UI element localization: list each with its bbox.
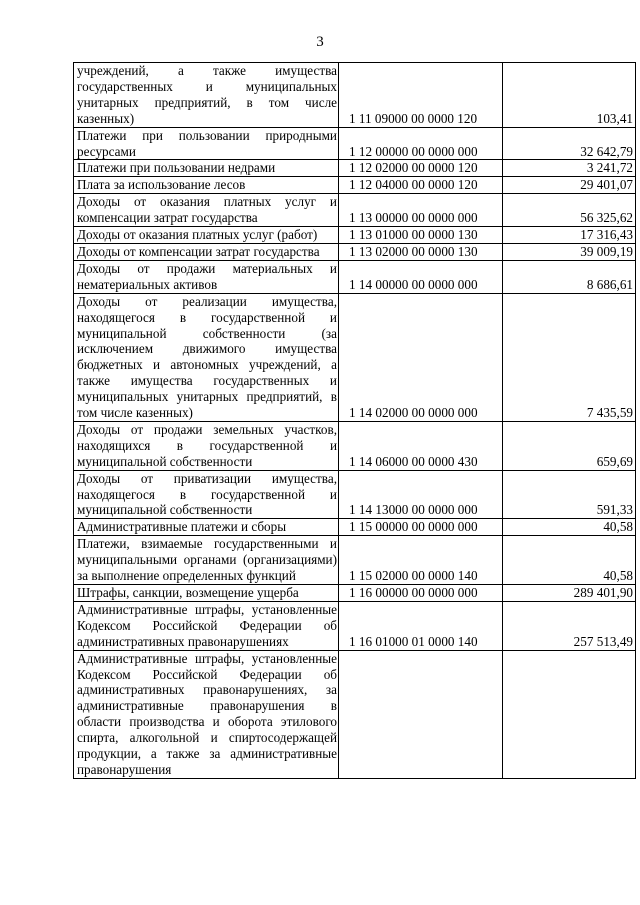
row-code: 1 14 06000 00 0000 430	[339, 421, 503, 470]
row-description: Доходы от приватизации имущества, находящегося в государственной и муниципальной собственности	[74, 470, 339, 519]
row-code: 1 14 00000 00 0000 000	[339, 260, 503, 293]
row-description: Доходы от реализации имущества, находящегося в государственной и муниципальной собственности (за исключением движимого имущества бюджетных и автономных учреждений, а также имущества государственных и муниципальных унитарных предприятий, в том числе казенных)	[74, 293, 339, 421]
row-code: 1 14 13000 00 0000 000	[339, 470, 503, 519]
table-row	[74, 421, 636, 470]
row-amount: 659,69	[503, 421, 636, 470]
row-amount: 591,33	[503, 470, 636, 519]
table-row	[74, 127, 636, 160]
table-row	[74, 470, 636, 519]
row-description: учреждений, а также имущества государственных и муниципальных унитарных предприятий, в том числе казенных)	[74, 63, 339, 128]
table-row	[74, 243, 636, 260]
row-amount: 3 241,72	[503, 160, 636, 177]
row-description: Доходы от продажи материальных и нематериальных активов	[74, 260, 339, 293]
row-code: 1 12 02000 00 0000 120	[339, 160, 503, 177]
row-code: 1 15 00000 00 0000 000	[339, 519, 503, 536]
table-row	[74, 519, 636, 536]
row-amount: 8 686,61	[503, 260, 636, 293]
row-description: Штрафы, санкции, возмещение ущерба	[74, 585, 339, 602]
row-description: Доходы от оказания платных услуг (работ)	[74, 227, 339, 244]
row-code: 1 15 02000 00 0000 140	[339, 536, 503, 585]
table-row	[74, 63, 636, 128]
row-code: 1 16 01000 01 0000 140	[339, 601, 503, 650]
row-amount: 103,41	[503, 63, 636, 128]
row-description: Административные платежи и сборы	[74, 519, 339, 536]
row-description: Плата за использование лесов	[74, 177, 339, 194]
row-code: 1 11 09000 00 0000 120	[339, 63, 503, 128]
row-amount: 257 513,49	[503, 601, 636, 650]
row-amount: 40,58	[503, 536, 636, 585]
row-code: 1 13 01000 00 0000 130	[339, 227, 503, 244]
row-amount: 56 325,62	[503, 194, 636, 227]
row-amount: 17 316,43	[503, 227, 636, 244]
table-row	[74, 601, 636, 650]
row-code: 1 14 02000 00 0000 000	[339, 293, 503, 421]
row-code: 1 16 00000 00 0000 000	[339, 585, 503, 602]
row-description: Доходы от оказания платных услуг и компенсации затрат государства	[74, 194, 339, 227]
table-row	[74, 160, 636, 177]
table-row	[74, 227, 636, 244]
row-description: Платежи при пользовании природными ресурсами	[74, 127, 339, 160]
row-description: Платежи, взимаемые государственными и муниципальными органами (организациями) за выполнение определенных функций	[74, 536, 339, 585]
row-code: 1 12 00000 00 0000 000	[339, 127, 503, 160]
row-code: 1 12 04000 00 0000 120	[339, 177, 503, 194]
table-row	[74, 194, 636, 227]
row-code	[339, 650, 503, 778]
row-description: Доходы от продажи земельных участков, находящихся в государственной и муниципальной собственности	[74, 421, 339, 470]
row-code: 1 13 00000 00 0000 000	[339, 194, 503, 227]
row-amount: 7 435,59	[503, 293, 636, 421]
row-amount: 40,58	[503, 519, 636, 536]
table-row	[74, 177, 636, 194]
table-row	[74, 536, 636, 585]
row-code: 1 13 02000 00 0000 130	[339, 243, 503, 260]
row-description: Доходы от компенсации затрат государства	[74, 243, 339, 260]
row-amount: 29 401,07	[503, 177, 636, 194]
table-row	[74, 293, 636, 421]
table-row	[74, 650, 636, 778]
row-amount	[503, 650, 636, 778]
revenue-table	[73, 62, 636, 779]
row-description: Административные штрафы, установленные Кодексом Российской Федерации об административных правонарушениях	[74, 601, 339, 650]
row-amount: 32 642,79	[503, 127, 636, 160]
row-amount: 39 009,19	[503, 243, 636, 260]
row-description: Платежи при пользовании недрами	[74, 160, 339, 177]
table-row	[74, 585, 636, 602]
row-description: Административные штрафы, установленные Кодексом Российской Федерации об административных правонарушениях, за административные правонарушения в области производства и оборота этилового спирта, алкогольной и спиртосодержащей продукции, а также за административные правонарушения	[74, 650, 339, 778]
row-amount: 289 401,90	[503, 585, 636, 602]
table-row	[74, 260, 636, 293]
page-number: 3	[316, 34, 324, 50]
